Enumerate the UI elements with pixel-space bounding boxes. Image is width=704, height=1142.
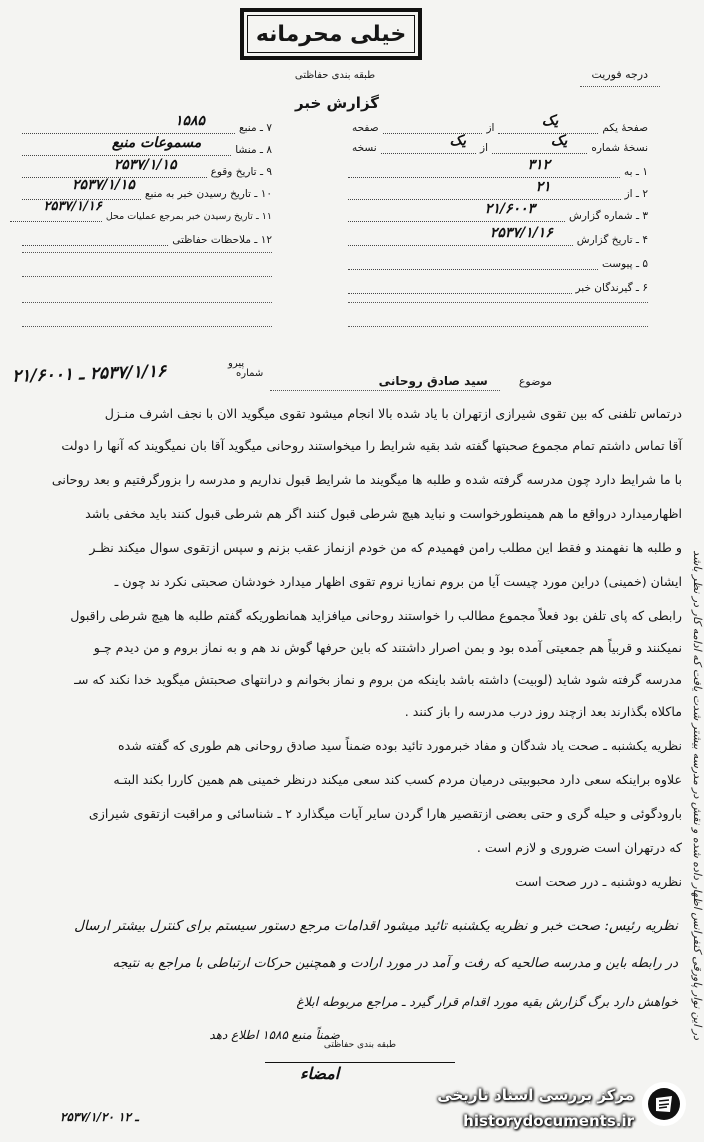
recipients-line-3	[348, 326, 648, 327]
watermark-org: مرکز بررسی اسناد تاریخی	[437, 1086, 634, 1104]
body-line-4: اظهارمیدارد درواقع ما هم همینطورخواست و نباید هیچ شرطی قبول کنند اگر هم شرطی قبول کنند باید مخفی باشد	[85, 506, 682, 521]
classification-label: طبقه بندی حفاظتی	[294, 70, 376, 81]
handwritten-line-1: نظریه رئیس: صحت خبر و نظریه یکشنبه تائید میشود اقدامات مرجع دستور سیستم برای کنترل بیشتر ارسال	[74, 918, 678, 934]
subject-value: سید صادق روحانی	[378, 374, 488, 388]
margin-annotation: در این نوار پاورقی کنفرانس اظهار داده شده و نقش در مدرسه بیشتر شدت یافت که ادامه کار در نظر باشد	[691, 550, 704, 1040]
handwritten-line-3: خواهش دارد برگ گزارش بقیه مورد اقدام قرار گیرد ـ مراجع مربوطه ابلاغ	[296, 994, 678, 1009]
field-copy-label: نسخهٔ شماره	[591, 142, 648, 154]
field-copy-line	[492, 133, 587, 154]
field-page	[348, 113, 648, 134]
field-copy-value-b: یک	[449, 133, 466, 149]
signature-date: ۲۵۳۷/۱/۲۰ ـ ۱۲	[60, 1110, 139, 1124]
field-recipients-label: ۶ ـ گیرندگان خبر	[575, 282, 648, 294]
handwritten-line-2: در رابطه باین و مدرسه صالحیه که رفت و آمد در مورد ارادت و همچنین حرکات ارتباطی با مراجع به نتیجه	[112, 956, 678, 971]
field-from-value: ۲۱	[535, 179, 551, 195]
opinion-line-3: بارودگوئی و حیله گری و حتی بعضی ازتقصیر هارا گردن سایر آیات میگذارد ۲ ـ شناسائی و مراقبت ازتقوی شیرازی	[88, 806, 682, 821]
archive-logo-icon	[642, 1082, 686, 1126]
field-source-value: ۱۵۸۵	[174, 113, 206, 129]
body-line-10: ماکلاه بگذارند بعد ازچند روز درب مدرسه را باز کنند .	[404, 704, 682, 719]
stamp-border	[247, 15, 415, 53]
body-line-2: آقا تماس داشتم تمام مجموع صحبتها گفته شد بقیه شرایط را میخواستند روحانی میگوید آقا بان نمیگویند که آنها را دولت	[61, 438, 682, 453]
field-report-number	[348, 201, 648, 222]
field-report-date-value: ۲۵۳۷/۱/۱۶	[489, 225, 553, 241]
reference-number: ۲۵۳۷/۱/۱۶ ـ ۲۱/۶۰۰۱	[11, 361, 167, 387]
opinion-line-1: نظریه یکشنبه ـ صحت یاد شدگان و مفاد خبرمورد تائید بوده ضمناً سید صادق روحانی هم طوری که گفته شده	[117, 738, 682, 753]
security-notes-line-2	[22, 252, 272, 253]
field-from-line	[348, 179, 621, 200]
field-report-date-label: ۴ ـ تاریخ گزارش	[576, 234, 648, 246]
field-attachment-label: ۵ ـ پیوست	[601, 258, 648, 270]
field-page-line	[498, 113, 598, 134]
field-source-receipt-date	[22, 177, 272, 200]
field-copy-tail: نسخه	[351, 142, 377, 154]
field-attachment	[348, 252, 648, 270]
field-page-line2	[383, 121, 483, 134]
recipients-line-2	[348, 302, 648, 303]
reference-note-1: پیرو	[228, 358, 245, 369]
field-recipients-line	[348, 281, 572, 294]
field-copy-line2	[381, 133, 476, 154]
field-source-label: ۷ ـ منبع	[239, 122, 272, 134]
field-origin	[22, 135, 272, 156]
priority-line	[580, 86, 660, 87]
field-origin-line	[22, 135, 231, 156]
body-line-9: مدرسه گرفته شود شاید (لوبیت) داشته باشد باینکه من بروم و نماز بخوانم و درانتهای صحبتش میگوید خدا نکند که سـ	[74, 672, 682, 687]
field-occurrence-date-label: ۹ ـ تاریخ وقوع	[210, 166, 272, 178]
field-operations-receipt-date	[10, 199, 272, 222]
field-report-number-label: ۳ ـ شماره گزارش	[569, 210, 648, 222]
subject	[379, 374, 552, 388]
field-operations-receipt-date-line	[10, 199, 102, 222]
body-line-8: نمیکنند و قربیاً هم جمعیتی آمده بود و بمن اصرار داشتند که باین حرفها گوش ند هم و به نماز بروم و من دیدم چـو	[93, 640, 682, 655]
handwritten-line-4: ضمناً منبع ۱۵۸۵ اطلاع دهد	[209, 1028, 340, 1042]
field-page-tail: صفحه	[351, 122, 379, 134]
field-security-notes	[22, 228, 272, 246]
watermark-site: historydocuments.ir	[463, 1112, 634, 1130]
archive-logo-graphic	[647, 1087, 681, 1121]
subject-label: موضوع	[518, 375, 552, 388]
field-from	[348, 179, 648, 200]
field-report-number-value: ۲۱/۶۰۰۳	[484, 201, 536, 217]
body-line-5: و طلبه ها نفهمند و فقط این مطلب رامن فهمیدم که من خودم ازنماز عقب بزنم و سپس ازتقوی سوال میکند نظـر	[89, 540, 682, 555]
body-line-1: درتماس تلفنی که بین تقوی شیرازی ازتهران با یاد شده بالا انجام میشود تقوی میگوید الان با نجف اشرف منـزل	[104, 406, 682, 421]
field-source-receipt-date-label: ۱۰ ـ تاریخ رسیدن خبر به منبع	[144, 188, 272, 200]
reference-note-2: شماره	[236, 368, 264, 379]
body-line-6: ایشان (خمینی) دراین مورد چیست آیا من بروم نمازیا نروم تقوی اظهار میدارد خودشان صحبتی نکرد ند چون ـ	[114, 574, 682, 589]
field-to-value: ۳۱۲	[527, 157, 551, 173]
field-security-notes-line	[22, 233, 168, 246]
field-from-label: ۲ ـ از	[624, 188, 648, 200]
body-line-7: رابطی که پای تلفن بود فعلاً مجموع مطالب را خواستند روحانی میافزاید همانطوریکه گفتم طلبه ها هیچ شرطی راقبول	[70, 608, 682, 623]
field-page-label: صفحهٔ یکم	[602, 122, 648, 134]
signature-stamp	[265, 1040, 455, 1063]
field-page-mid: از	[486, 122, 495, 134]
field-recipients	[348, 276, 648, 294]
field-attachment-line	[348, 257, 598, 270]
security-notes-line-3	[22, 276, 272, 277]
field-operations-receipt-date-label: ۱۱ ـ تاریخ رسیدن خبر بمرجع عملیات محل	[105, 211, 272, 222]
monday-opinion: نظریه دوشنبه ـ درر صحت است	[515, 874, 682, 889]
field-page-value: یک	[541, 113, 559, 129]
field-source-line	[22, 113, 235, 134]
stamp-text: خیلی محرمانه	[255, 21, 407, 47]
field-origin-label: ۸ ـ منشا	[235, 144, 272, 156]
field-source	[22, 113, 272, 134]
security-notes-line-4	[22, 302, 272, 303]
field-copy	[348, 133, 648, 154]
field-to-label: ۱ ـ به	[624, 166, 648, 178]
field-report-date-line	[348, 225, 573, 246]
security-notes-line-5	[22, 326, 272, 327]
opinion-line-2: علاوه براینکه سعی دارد محبوبیتی درمیان مردم کسب کند سعی میکند درنظر خمینی هم همین کاررا بکند البتـه	[113, 772, 682, 787]
report-title: گزارش خبر	[294, 94, 380, 112]
field-copy-mid: از	[480, 142, 488, 154]
field-occurrence-date-value: ۲۵۳۷/۱/۱۵	[113, 157, 177, 173]
signature-stamp-label: طبقه بندی حفاظتی	[323, 1040, 397, 1050]
field-report-number-line	[348, 201, 565, 222]
field-origin-value: مسموعات منبع	[111, 135, 202, 151]
priority-label: درجه فوریت	[591, 68, 648, 81]
field-copy-value-a: یک	[550, 133, 568, 149]
field-security-notes-label: ۱۲ ـ ملاحظات حفاظتی	[172, 234, 272, 246]
field-operations-receipt-date-value: ۲۵۳۷/۱/۱۶	[43, 199, 102, 214]
signature: امضاء	[300, 1064, 340, 1083]
subject-line	[270, 390, 500, 391]
field-report-date	[348, 225, 648, 246]
body-line-3: با ما شرایط دارد چون مدرسه گرفته شده و طلبه ها میگویند ما شرایط قبول نداریم و مدرسه را بزورگرفتیم و بعد روحانی	[51, 472, 682, 487]
classification-stamp	[240, 8, 422, 60]
field-to-line	[348, 157, 620, 178]
field-source-receipt-date-value: ۲۵۳۷/۱/۱۵	[72, 177, 135, 193]
field-occurrence-date	[22, 157, 272, 178]
opinion-line-4: که درتهران است ضروری و لازم است .	[476, 840, 682, 855]
field-to	[348, 157, 648, 178]
